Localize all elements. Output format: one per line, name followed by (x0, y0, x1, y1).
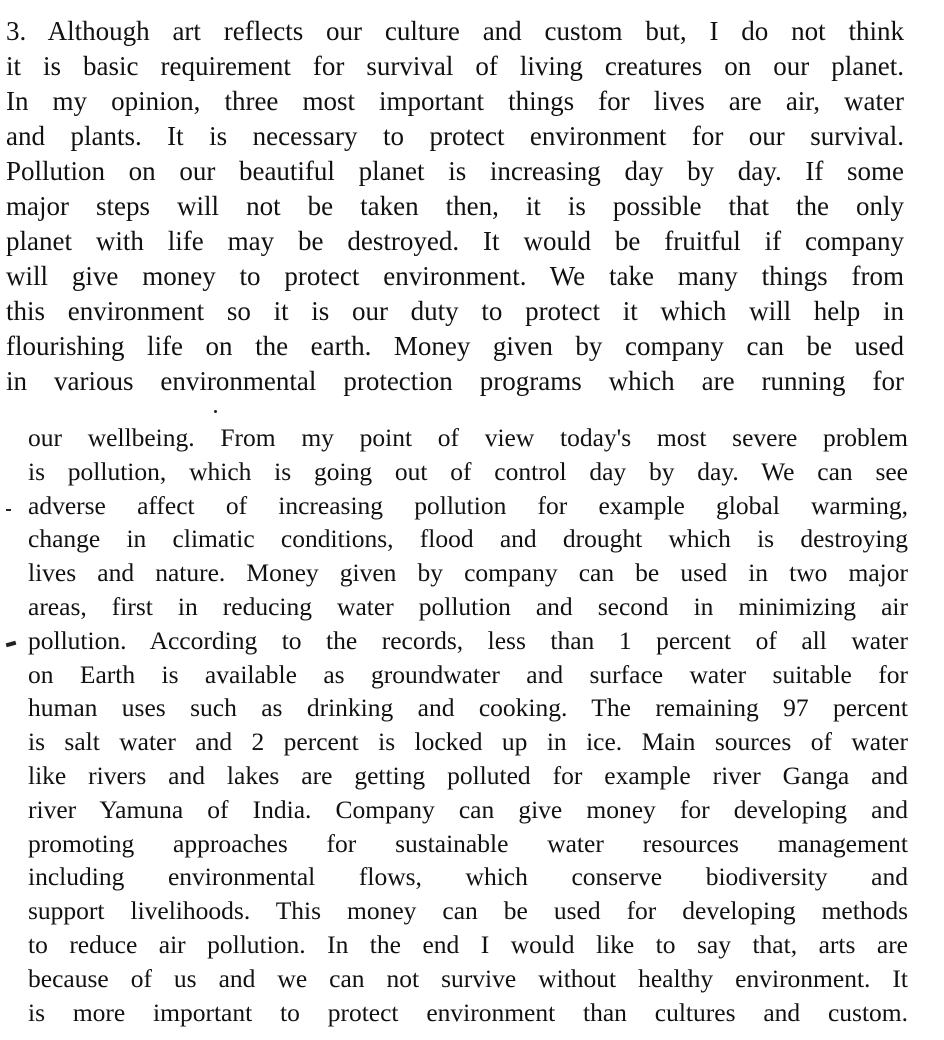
text-line: pollution. According to the records, less than 1 percent of all water (28, 625, 908, 655)
text-line: river Yamuna of India. Company can give money for developing and (28, 794, 908, 824)
text-line: human uses such as drinking and cooking. The remaining 97 percent (28, 693, 908, 723)
essay-paragraph-bottom (28, 421, 910, 1029)
text-line: In my opinion, three most important things for lives are air, water (6, 86, 904, 116)
text-line: major steps will not be taken then, it is possible that the only (6, 191, 904, 221)
text-line: adverse affect of increasing pollution for example global warming, (28, 490, 908, 520)
text-line: planet with life may be destroyed. It would be fruitful if company (6, 226, 904, 256)
text-line: it is basic requirement for survival of living creatures on our planet. (6, 51, 904, 81)
text-line: lives and nature. Money given by company can be used in two major (28, 558, 908, 588)
text-line: is salt water and 2 percent is locked up in ice. Main sources of water (28, 727, 908, 757)
scan-speck (6, 509, 11, 511)
text-line: will give money to protect environment. We take many things from (6, 261, 904, 291)
text-line: areas, first in reducing water pollution and second in minimizing air (28, 591, 908, 621)
text-line: because of us and we can not survive without healthy environment. It (28, 963, 908, 993)
scan-speck (214, 410, 217, 413)
text-line: and plants. It is necessary to protect environment for our survival. (6, 121, 904, 151)
text-line: on Earth is available as groundwater and surface water suitable for (28, 659, 908, 689)
text-line: to reduce air pollution. In the end I would like to say that, arts are (28, 929, 908, 959)
text-line: flourishing life on the earth. Money given by company can be used (6, 331, 904, 361)
text-line: 3. Although art reflects our culture and custom but, I do not think (6, 16, 904, 46)
essay-paragraph-top (6, 14, 910, 399)
text-line: like rivers and lakes are getting polluted for example river Ganga and (28, 760, 908, 790)
text-line: in various environmental protection programs which are running for (6, 366, 904, 396)
scan-speck (6, 641, 17, 647)
text-line: our wellbeing. From my point of view today's most severe problem (28, 423, 908, 452)
text-line: change in climatic conditions, flood and drought which is destroying (28, 524, 908, 554)
text-line: support livelihoods. This money can be used for developing methods (28, 896, 908, 926)
text-line: including environmental flows, which conserve biodiversity and (28, 862, 908, 892)
text-line: Pollution on our beautiful planet is increasing day by day. If some (6, 156, 904, 186)
text-line: promoting approaches for sustainable water resources management (28, 828, 908, 858)
text-line: this environment so it is our duty to protect it which will help in (6, 296, 904, 326)
text-line: is more important to protect environment than cultures and custom. (28, 997, 908, 1027)
text-line: is pollution, which is going out of control day by day. We can see (28, 456, 908, 486)
